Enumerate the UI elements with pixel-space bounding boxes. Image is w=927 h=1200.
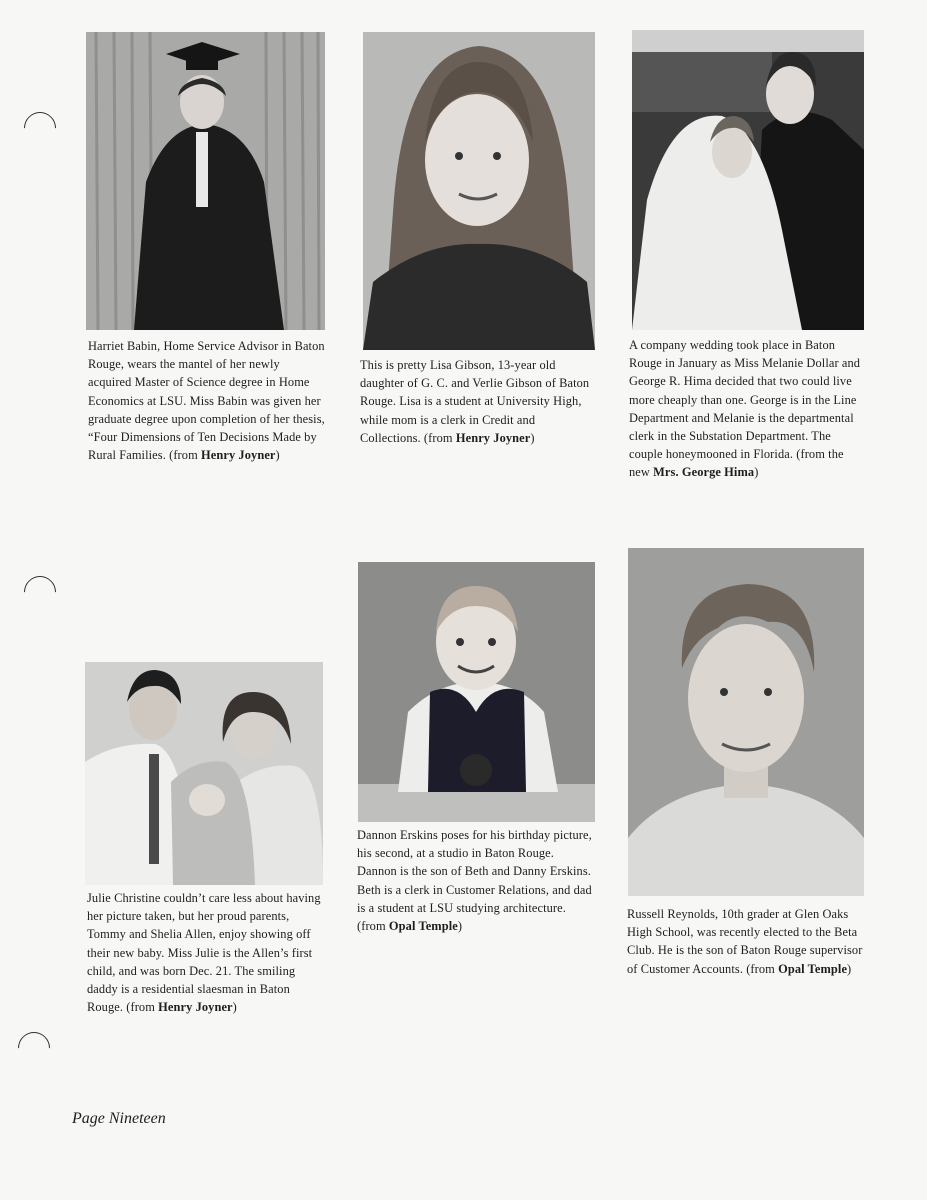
caption-graduate: Harriet Babin, Home Service Advisor in Baton Rouge, wears the mantel of her newly acquired Master of Science degree in Home Economics at LSU. Miss Babin was given her graduate degree upon completion of her thesis, “Four Dimensions of Ten Decisions Made by Rural Families. (from Henry Joyner) [88, 339, 325, 463]
caption-credit: Opal Temple [388, 919, 458, 934]
caption-credit: Henry Joyner [455, 430, 531, 445]
binder-hole-top [17, 105, 62, 150]
caption-credit: Mrs. George Hima [653, 465, 755, 480]
caption-text: Harriet Babin, Home Service Advisor in Baton Rouge, wears the mantel of her newly acquired Master of Science degree in Home Economics at LSU. Miss Babin was given her graduate degree upon completion of her thesis, “Four Dimensions of Ten Decisions Made by Rural Families. (from [88, 339, 325, 463]
caption-credit: Opal Temple [778, 961, 848, 976]
photo-russell-reynolds [628, 548, 864, 896]
page-number: Page Nineteen [72, 1110, 166, 1127]
caption-text: Julie Christine couldn’t care less about having her picture taken, but her proud parents, Tommy and Shelia Allen, enjoy showing off their new baby. Miss Julie is the Allen’s first child, and was born Dec. 21. The smiling daddy is a residential slaesman in Baton Rouge. (from [87, 891, 321, 1015]
caption-text: A company wedding took place in Baton Rouge in January as Miss Melanie Dollar and George R. Hima decided that two could live more cheaply than one. George is in the Line Department and Melanie is the departmental clerk in the Substation Department. The couple honeymooned in Florida. (from the new [629, 338, 861, 480]
photo-wedding [632, 30, 864, 330]
binder-hole-middle [17, 569, 62, 614]
caption-text: Dannon Erskins poses for his birthday picture, his second, at a studio in Baton Rouge. Dannon is the son of Beth and Danny Erskins. Beth is a clerk in Customer Relations, and dad is a student at LSU studying architecture. (from [357, 828, 592, 934]
caption-text: Russell Reynolds, 10th grader at Glen Oaks High School, was recently elected to the Beta Club. He is the son of Baton Rouge supervisor of Customer Accounts. (from [627, 907, 863, 976]
caption-wedding: A company wedding took place in Baton Rouge in January as Miss Melanie Dollar and George R. Hima decided that two could live more cheaply than one. George is in the Line Department and Melanie is the departmental clerk in the Substation Department. The couple honeymooned in Florida. (from the new Mrs. George Hima) [629, 338, 861, 480]
photo-allen-family [85, 662, 323, 885]
caption-dannon-erskins: Dannon Erskins poses for his birthday picture, his second, at a studio in Baton Rouge. Dannon is the son of Beth and Danny Erskins. Beth is a clerk in Customer Relations, and dad is a student at LSU studying architecture. (from Opal Temple) [357, 828, 592, 934]
caption-credit: Henry Joyner [201, 448, 276, 463]
caption-text: This is pretty Lisa Gibson, 13-year old daughter of G. C. and Verlie Gibson of Baton Rouge. Lisa is a student at University High, while mom is a clerk in Credit and Collections. (from [360, 358, 590, 445]
binder-hole-bottom [11, 1025, 56, 1070]
caption-russell-reynolds: Russell Reynolds, 10th grader at Glen Oaks High School, was recently elected to the Beta Club. He is the son of Baton Rouge supervisor of Customer Accounts. (from Opal Temple) [627, 907, 863, 976]
caption-credit: Henry Joyner [158, 1000, 233, 1015]
photo-dannon-erskins [358, 562, 595, 822]
photo-graduate [86, 32, 325, 330]
photo-lisa-gibson [363, 32, 595, 350]
caption-lisa-gibson: This is pretty Lisa Gibson, 13-year old daughter of G. C. and Verlie Gibson of Baton Rouge. Lisa is a student at University High, while mom is a clerk in Credit and Collections. (from Henry Joyner) [360, 358, 590, 445]
caption-allen-family: Julie Christine couldn’t care less about having her picture taken, but her proud parents, Tommy and Shelia Allen, enjoy showing off their new baby. Miss Julie is the Allen’s first child, and was born Dec. 21. The smiling daddy is a residential slaesman in Baton Rouge. (from Henry Joyner) [87, 891, 321, 1015]
